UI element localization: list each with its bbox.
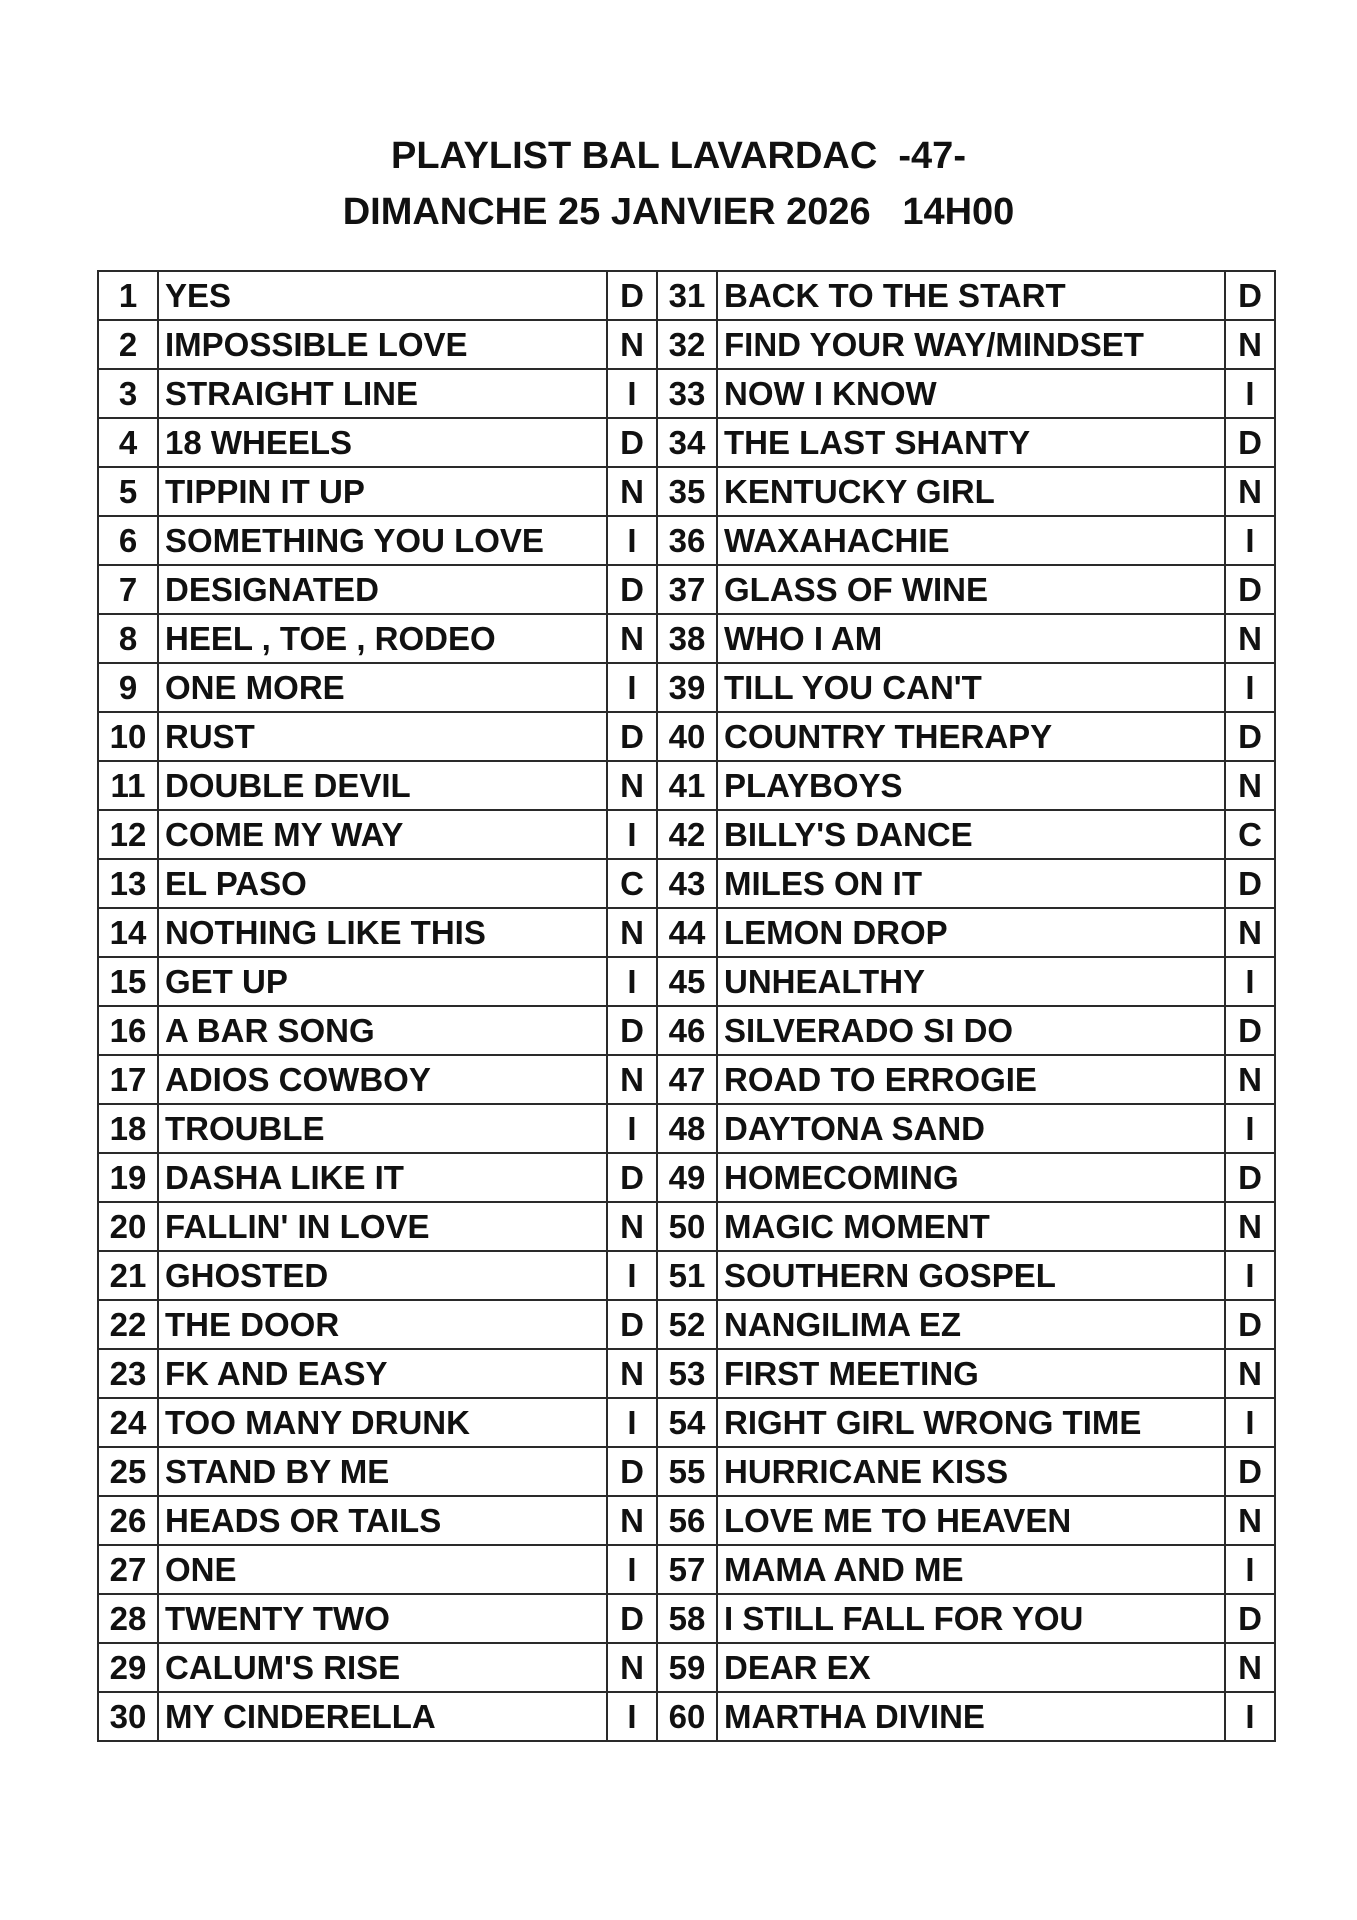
track-title-cell: SOUTHERN GOSPEL — [717, 1251, 1225, 1300]
dance-level-cell: I — [607, 1104, 657, 1153]
dance-level-cell: N — [607, 1496, 657, 1545]
title-line-event: PLAYLIST BAL LAVARDAC -47- — [391, 135, 966, 177]
dance-level-cell: D — [1225, 1153, 1275, 1202]
track-title-cell: THE DOOR — [158, 1300, 607, 1349]
track-title-cell: TOO MANY DRUNK — [158, 1398, 607, 1447]
dance-level-cell: D — [1225, 1594, 1275, 1643]
dance-level-cell: I — [1225, 1104, 1275, 1153]
track-title-cell: WHO I AM — [717, 614, 1225, 663]
track-title-cell: DESIGNATED — [158, 565, 607, 614]
track-number-cell: 28 — [98, 1594, 158, 1643]
track-number-cell: 23 — [98, 1349, 158, 1398]
table-row — [98, 761, 1275, 810]
track-title-cell: HEEL , TOE , RODEO — [158, 614, 607, 663]
track-title-cell: TROUBLE — [158, 1104, 607, 1153]
dance-level-cell: N — [1225, 1055, 1275, 1104]
track-number-cell: 55 — [657, 1447, 717, 1496]
track-title-cell: ONE MORE — [158, 663, 607, 712]
track-title-cell: STAND BY ME — [158, 1447, 607, 1496]
dance-level-cell: N — [607, 761, 657, 810]
table-row — [98, 1202, 1275, 1251]
dance-level-cell: I — [1225, 369, 1275, 418]
table-row — [98, 369, 1275, 418]
track-number-cell: 56 — [657, 1496, 717, 1545]
dance-level-cell: D — [1225, 1006, 1275, 1055]
track-title-cell: GET UP — [158, 957, 607, 1006]
track-title-cell: ONE — [158, 1545, 607, 1594]
table-row — [98, 516, 1275, 565]
track-title-cell: BILLY'S DANCE — [717, 810, 1225, 859]
playlist-body — [98, 271, 1275, 1741]
track-title-cell: HURRICANE KISS — [717, 1447, 1225, 1496]
track-number-cell: 59 — [657, 1643, 717, 1692]
dance-level-cell: I — [607, 1398, 657, 1447]
track-number-cell: 38 — [657, 614, 717, 663]
track-number-cell: 8 — [98, 614, 158, 663]
dance-level-cell: N — [607, 1643, 657, 1692]
table-row — [98, 614, 1275, 663]
track-title-cell: TILL YOU CAN'T — [717, 663, 1225, 712]
track-title-cell: ADIOS COWBOY — [158, 1055, 607, 1104]
table-row — [98, 1349, 1275, 1398]
dance-level-cell: N — [607, 908, 657, 957]
track-number-cell: 14 — [98, 908, 158, 957]
track-number-cell: 31 — [657, 271, 717, 320]
track-number-cell: 46 — [657, 1006, 717, 1055]
track-title-cell: NOTHING LIKE THIS — [158, 908, 607, 957]
dance-level-cell: I — [1225, 1692, 1275, 1741]
track-number-cell: 42 — [657, 810, 717, 859]
track-title-cell: STRAIGHT LINE — [158, 369, 607, 418]
track-title-cell: MY CINDERELLA — [158, 1692, 607, 1741]
track-title-cell: DAYTONA SAND — [717, 1104, 1225, 1153]
track-number-cell: 1 — [98, 271, 158, 320]
track-number-cell: 9 — [98, 663, 158, 712]
track-number-cell: 19 — [98, 1153, 158, 1202]
track-number-cell: 54 — [657, 1398, 717, 1447]
track-title-cell: RIGHT GIRL WRONG TIME — [717, 1398, 1225, 1447]
track-title-cell: THE LAST SHANTY — [717, 418, 1225, 467]
dance-level-cell: I — [607, 369, 657, 418]
table-row — [98, 1104, 1275, 1153]
dance-level-cell: I — [607, 663, 657, 712]
track-title-cell: MAMA AND ME — [717, 1545, 1225, 1594]
dance-level-cell: D — [607, 1153, 657, 1202]
dance-level-cell: I — [607, 957, 657, 1006]
dance-level-cell: I — [1225, 663, 1275, 712]
table-row — [98, 908, 1275, 957]
track-title-cell: TWENTY TWO — [158, 1594, 607, 1643]
table-row — [98, 1153, 1275, 1202]
dance-level-cell: D — [1225, 1300, 1275, 1349]
track-title-cell: WAXAHACHIE — [717, 516, 1225, 565]
dance-level-cell: N — [607, 320, 657, 369]
track-number-cell: 17 — [98, 1055, 158, 1104]
track-title-cell: PLAYBOYS — [717, 761, 1225, 810]
dance-level-cell: D — [1225, 859, 1275, 908]
track-number-cell: 30 — [98, 1692, 158, 1741]
dance-level-cell: D — [607, 1006, 657, 1055]
dance-level-cell: D — [1225, 418, 1275, 467]
track-title-cell: FALLIN' IN LOVE — [158, 1202, 607, 1251]
table-row — [98, 320, 1275, 369]
track-number-cell: 18 — [98, 1104, 158, 1153]
dance-level-cell: C — [607, 859, 657, 908]
track-title-cell: KENTUCKY GIRL — [717, 467, 1225, 516]
track-number-cell: 51 — [657, 1251, 717, 1300]
dance-level-cell: I — [1225, 1398, 1275, 1447]
table-row — [98, 712, 1275, 761]
track-number-cell: 12 — [98, 810, 158, 859]
track-number-cell: 47 — [657, 1055, 717, 1104]
dance-level-cell: D — [607, 1300, 657, 1349]
track-title-cell: FK AND EASY — [158, 1349, 607, 1398]
dance-level-cell: N — [1225, 467, 1275, 516]
track-number-cell: 50 — [657, 1202, 717, 1251]
track-title-cell: DASHA LIKE IT — [158, 1153, 607, 1202]
table-row — [98, 663, 1275, 712]
table-row — [98, 1594, 1275, 1643]
track-title-cell: COME MY WAY — [158, 810, 607, 859]
dance-level-cell: I — [1225, 1251, 1275, 1300]
dance-level-cell: D — [607, 271, 657, 320]
dance-level-cell: N — [1225, 320, 1275, 369]
dance-level-cell: D — [1225, 271, 1275, 320]
track-number-cell: 11 — [98, 761, 158, 810]
track-number-cell: 13 — [98, 859, 158, 908]
dance-level-cell: I — [607, 1692, 657, 1741]
dance-level-cell: N — [1225, 1643, 1275, 1692]
track-number-cell: 29 — [98, 1643, 158, 1692]
track-number-cell: 34 — [657, 418, 717, 467]
dance-level-cell: N — [1225, 1202, 1275, 1251]
track-number-cell: 16 — [98, 1006, 158, 1055]
track-number-cell: 2 — [98, 320, 158, 369]
dance-level-cell: N — [1225, 1349, 1275, 1398]
track-number-cell: 15 — [98, 957, 158, 1006]
dance-level-cell: D — [607, 1594, 657, 1643]
track-number-cell: 48 — [657, 1104, 717, 1153]
table-row — [98, 1447, 1275, 1496]
dance-level-cell: D — [1225, 712, 1275, 761]
dance-level-cell: D — [1225, 565, 1275, 614]
table-row — [98, 1692, 1275, 1741]
track-number-cell: 10 — [98, 712, 158, 761]
dance-level-cell: I — [1225, 516, 1275, 565]
dance-level-cell: I — [607, 1545, 657, 1594]
dance-level-cell: N — [607, 1055, 657, 1104]
track-number-cell: 33 — [657, 369, 717, 418]
track-number-cell: 44 — [657, 908, 717, 957]
table-row — [98, 957, 1275, 1006]
dance-level-cell: N — [1225, 908, 1275, 957]
track-number-cell: 26 — [98, 1496, 158, 1545]
track-number-cell: 58 — [657, 1594, 717, 1643]
track-number-cell: 40 — [657, 712, 717, 761]
track-title-cell: MARTHA DIVINE — [717, 1692, 1225, 1741]
dance-level-cell: D — [1225, 1447, 1275, 1496]
dance-level-cell: D — [607, 712, 657, 761]
table-row — [98, 467, 1275, 516]
track-number-cell: 22 — [98, 1300, 158, 1349]
table-row — [98, 1300, 1275, 1349]
table-row — [98, 418, 1275, 467]
dance-level-cell: D — [607, 418, 657, 467]
dance-level-cell: D — [607, 565, 657, 614]
track-title-cell: 18 WHEELS — [158, 418, 607, 467]
dance-level-cell: I — [607, 516, 657, 565]
track-title-cell: FIND YOUR WAY/MINDSET — [717, 320, 1225, 369]
track-title-cell: GLASS OF WINE — [717, 565, 1225, 614]
track-title-cell: UNHEALTHY — [717, 957, 1225, 1006]
table-row — [98, 1055, 1275, 1104]
dance-level-cell: D — [607, 1447, 657, 1496]
table-row — [98, 859, 1275, 908]
track-number-cell: 35 — [657, 467, 717, 516]
track-number-cell: 21 — [98, 1251, 158, 1300]
track-title-cell: LEMON DROP — [717, 908, 1225, 957]
dance-level-cell: N — [607, 614, 657, 663]
title-line-date: DIMANCHE 25 JANVIER 2026 14H00 — [342, 191, 1015, 233]
track-number-cell: 27 — [98, 1545, 158, 1594]
track-title-cell: DOUBLE DEVIL — [158, 761, 607, 810]
track-title-cell: COUNTRY THERAPY — [717, 712, 1225, 761]
track-title-cell: GHOSTED — [158, 1251, 607, 1300]
track-title-cell: MILES ON IT — [717, 859, 1225, 908]
track-title-cell: HEADS OR TAILS — [158, 1496, 607, 1545]
track-title-cell: NANGILIMA EZ — [717, 1300, 1225, 1349]
dance-level-cell: N — [607, 1349, 657, 1398]
track-title-cell: SILVERADO SI DO — [717, 1006, 1225, 1055]
dance-level-cell: N — [1225, 761, 1275, 810]
dance-level-cell: I — [1225, 1545, 1275, 1594]
table-row — [98, 1496, 1275, 1545]
page-title — [0, 128, 1357, 240]
dance-level-cell: I — [1225, 957, 1275, 1006]
playlist-table — [97, 270, 1276, 1742]
track-number-cell: 25 — [98, 1447, 158, 1496]
table-row — [98, 1398, 1275, 1447]
track-title-cell: NOW I KNOW — [717, 369, 1225, 418]
track-number-cell: 52 — [657, 1300, 717, 1349]
table-row — [98, 810, 1275, 859]
track-number-cell: 60 — [657, 1692, 717, 1741]
table-row — [98, 271, 1275, 320]
track-title-cell: HOMECOMING — [717, 1153, 1225, 1202]
dance-level-cell: N — [1225, 614, 1275, 663]
track-title-cell: FIRST MEETING — [717, 1349, 1225, 1398]
track-number-cell: 57 — [657, 1545, 717, 1594]
track-number-cell: 39 — [657, 663, 717, 712]
dance-level-cell: N — [607, 1202, 657, 1251]
dance-level-cell: I — [607, 1251, 657, 1300]
track-title-cell: SOMETHING YOU LOVE — [158, 516, 607, 565]
track-number-cell: 5 — [98, 467, 158, 516]
track-title-cell: YES — [158, 271, 607, 320]
table-row — [98, 1643, 1275, 1692]
track-number-cell: 49 — [657, 1153, 717, 1202]
track-number-cell: 24 — [98, 1398, 158, 1447]
dance-level-cell: I — [607, 810, 657, 859]
dance-level-cell: C — [1225, 810, 1275, 859]
track-number-cell: 45 — [657, 957, 717, 1006]
track-title-cell: I STILL FALL FOR YOU — [717, 1594, 1225, 1643]
track-number-cell: 3 — [98, 369, 158, 418]
dance-level-cell: N — [607, 467, 657, 516]
track-number-cell: 41 — [657, 761, 717, 810]
table-row — [98, 1006, 1275, 1055]
track-number-cell: 43 — [657, 859, 717, 908]
table-row — [98, 1251, 1275, 1300]
track-title-cell: DEAR EX — [717, 1643, 1225, 1692]
track-title-cell: ROAD TO ERROGIE — [717, 1055, 1225, 1104]
track-number-cell: 7 — [98, 565, 158, 614]
track-number-cell: 36 — [657, 516, 717, 565]
track-number-cell: 53 — [657, 1349, 717, 1398]
track-title-cell: A BAR SONG — [158, 1006, 607, 1055]
track-title-cell: TIPPIN IT UP — [158, 467, 607, 516]
track-title-cell: RUST — [158, 712, 607, 761]
track-title-cell: EL PASO — [158, 859, 607, 908]
table-row — [98, 1545, 1275, 1594]
track-title-cell: LOVE ME TO HEAVEN — [717, 1496, 1225, 1545]
table-row — [98, 565, 1275, 614]
dance-level-cell: N — [1225, 1496, 1275, 1545]
track-title-cell: IMPOSSIBLE LOVE — [158, 320, 607, 369]
track-title-cell: CALUM'S RISE — [158, 1643, 607, 1692]
track-title-cell: MAGIC MOMENT — [717, 1202, 1225, 1251]
track-number-cell: 6 — [98, 516, 158, 565]
track-title-cell: BACK TO THE START — [717, 271, 1225, 320]
track-number-cell: 20 — [98, 1202, 158, 1251]
track-number-cell: 37 — [657, 565, 717, 614]
track-number-cell: 32 — [657, 320, 717, 369]
track-number-cell: 4 — [98, 418, 158, 467]
